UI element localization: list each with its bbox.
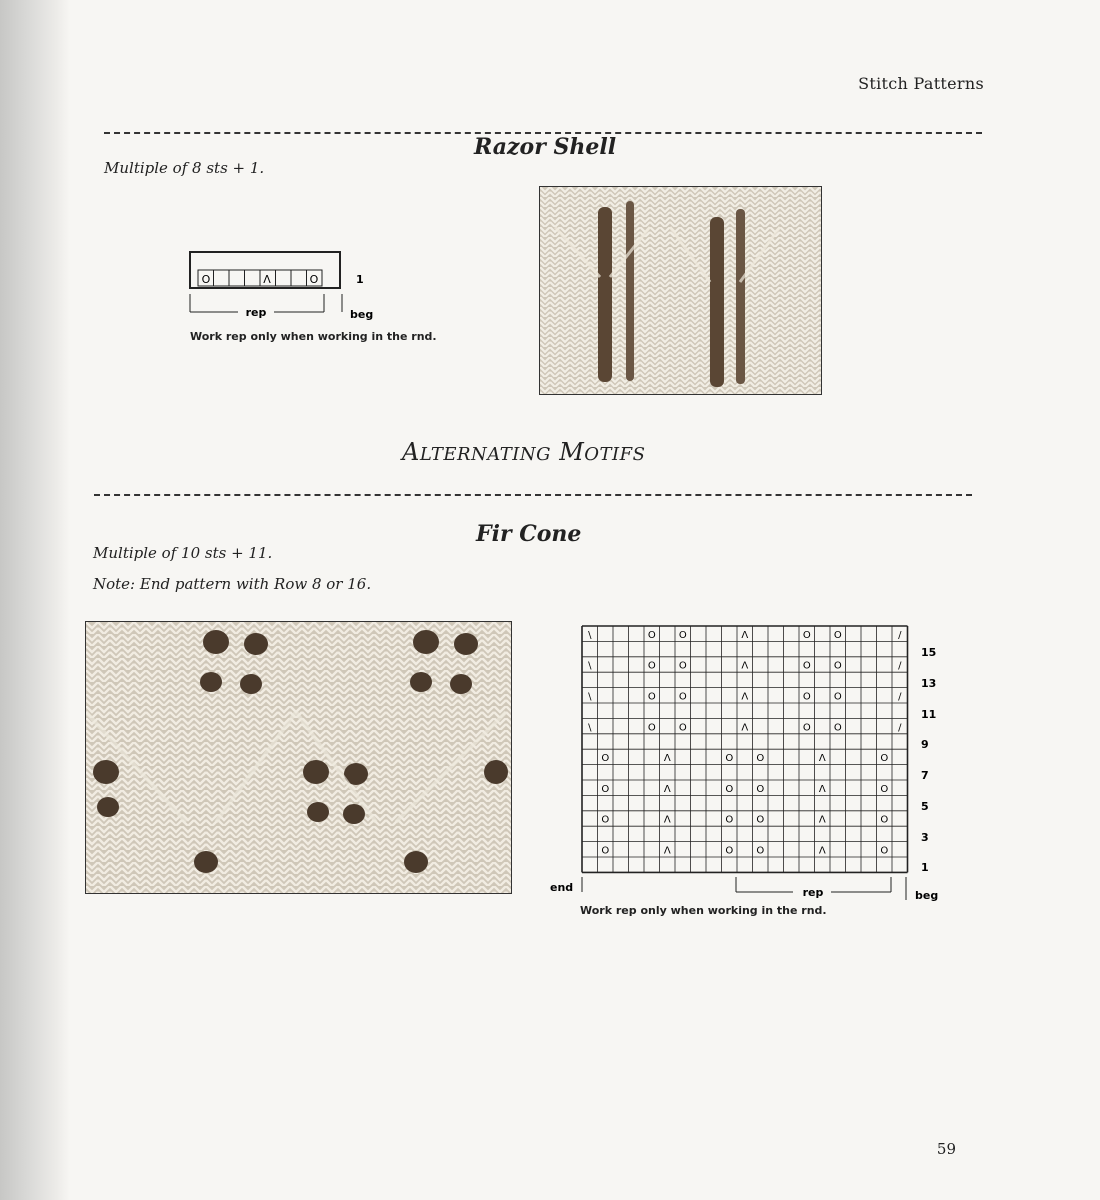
chart-symbol: O xyxy=(647,722,656,734)
chart-symbol: O xyxy=(647,629,656,641)
fir-cone-chart xyxy=(545,620,965,920)
chart-symbols xyxy=(588,630,902,857)
chart-symbol: O xyxy=(601,814,610,826)
chart-symbol: Λ xyxy=(818,845,826,857)
chart-symbol: O xyxy=(756,783,765,795)
chart-symbol: O xyxy=(756,845,765,857)
chart-symbol: O xyxy=(725,814,734,826)
chart-symbol: \ xyxy=(588,660,592,672)
chart-symbol: Λ xyxy=(663,814,671,826)
chart-symbol: O xyxy=(756,753,765,765)
chart-symbol: O xyxy=(725,753,734,765)
chart-symbol: O xyxy=(880,814,889,826)
razor-shell-title: Razor Shell xyxy=(474,134,617,160)
chart-symbol: Λ xyxy=(741,691,749,703)
fir-cone-chart-note: Work rep only when working in the rnd. xyxy=(580,904,827,917)
chart-symbol: O xyxy=(833,722,842,734)
chart-symbol: / xyxy=(898,722,902,734)
running-header: Stitch Patterns xyxy=(858,74,984,93)
section-heading: ALTERNATING MOTIFS xyxy=(402,438,646,466)
page-number: 59 xyxy=(936,1140,956,1158)
chart-row-number: 5 xyxy=(921,800,929,813)
chart-symbol: Λ xyxy=(818,783,826,795)
chart-symbol: / xyxy=(898,629,902,641)
chart-dec-symbol: Λ xyxy=(263,273,271,286)
chart-symbol: / xyxy=(898,691,902,703)
chart-symbol: O xyxy=(802,722,811,734)
fir-cone-photo xyxy=(85,621,512,894)
razor-shell-multiple: Multiple of 8 sts + 1. xyxy=(104,159,265,177)
chart-symbol: O xyxy=(678,660,687,672)
chart-symbol: O xyxy=(725,783,734,795)
chart-symbol: O xyxy=(601,753,610,765)
chart-symbol: \ xyxy=(588,691,592,703)
chart-symbol: Λ xyxy=(741,660,749,672)
chart-symbol: O xyxy=(725,845,734,857)
chart-row-number: 15 xyxy=(921,646,937,659)
divider-middle xyxy=(94,494,972,496)
chart-row-number: 1 xyxy=(356,273,364,286)
chart-symbol: O xyxy=(833,691,842,703)
chart-row-number: 13 xyxy=(921,677,937,690)
chart-symbol: O xyxy=(678,722,687,734)
chart-symbol: O xyxy=(833,660,842,672)
chart-symbol: Λ xyxy=(818,814,826,826)
chart-symbol: Λ xyxy=(741,722,749,734)
chart-yo-symbol: O xyxy=(201,273,211,286)
chart-symbol: Λ xyxy=(663,845,671,857)
chart-row-number: 7 xyxy=(921,769,929,782)
chart-symbol: O xyxy=(802,660,811,672)
chart-symbol: O xyxy=(833,629,842,641)
fir-cone-note: Note: End pattern with Row 8 or 16. xyxy=(93,575,372,593)
fir-cone-multiple: Multiple of 10 sts + 11. xyxy=(93,544,273,562)
chart-symbol: O xyxy=(647,691,656,703)
chart-symbol: / xyxy=(898,660,902,672)
chart-beg-label: beg xyxy=(915,889,939,902)
chart-symbol: O xyxy=(647,660,656,672)
chart-symbol: O xyxy=(880,753,889,765)
razor-shell-photo xyxy=(539,186,822,395)
chart-beg-label: beg xyxy=(350,308,374,321)
chart-symbol: Λ xyxy=(663,753,671,765)
chart-symbol: Λ xyxy=(741,629,749,641)
chart-symbol: Λ xyxy=(818,753,826,765)
chart-symbol: O xyxy=(802,629,811,641)
chart-symbol: \ xyxy=(588,629,592,641)
chart-symbol: Λ xyxy=(663,783,671,795)
razor-shell-chart-note: Work rep only when working in the rnd. xyxy=(190,330,437,343)
chart-yo-symbol: O xyxy=(309,273,319,286)
chart-symbol: O xyxy=(756,814,765,826)
chart-symbol: O xyxy=(802,691,811,703)
chart-symbol: O xyxy=(880,783,889,795)
chart-row-number: 11 xyxy=(921,708,937,721)
fir-cone-title: Fir Cone xyxy=(476,521,582,547)
chart-symbol: O xyxy=(601,783,610,795)
chart-end-label: end xyxy=(550,881,574,894)
chart-row-number: 1 xyxy=(921,861,929,874)
chart-row-number: 9 xyxy=(921,738,929,751)
chart-symbol: \ xyxy=(588,722,592,734)
chart-rep-label: rep xyxy=(245,306,267,319)
chart-symbol: O xyxy=(678,691,687,703)
chart-symbol: O xyxy=(880,845,889,857)
chart-rep-label: rep xyxy=(802,886,824,899)
chart-row-number: 3 xyxy=(921,831,929,844)
chart-symbol: O xyxy=(678,629,687,641)
book-spine-shadow xyxy=(0,0,70,1200)
chart-symbol: O xyxy=(601,845,610,857)
